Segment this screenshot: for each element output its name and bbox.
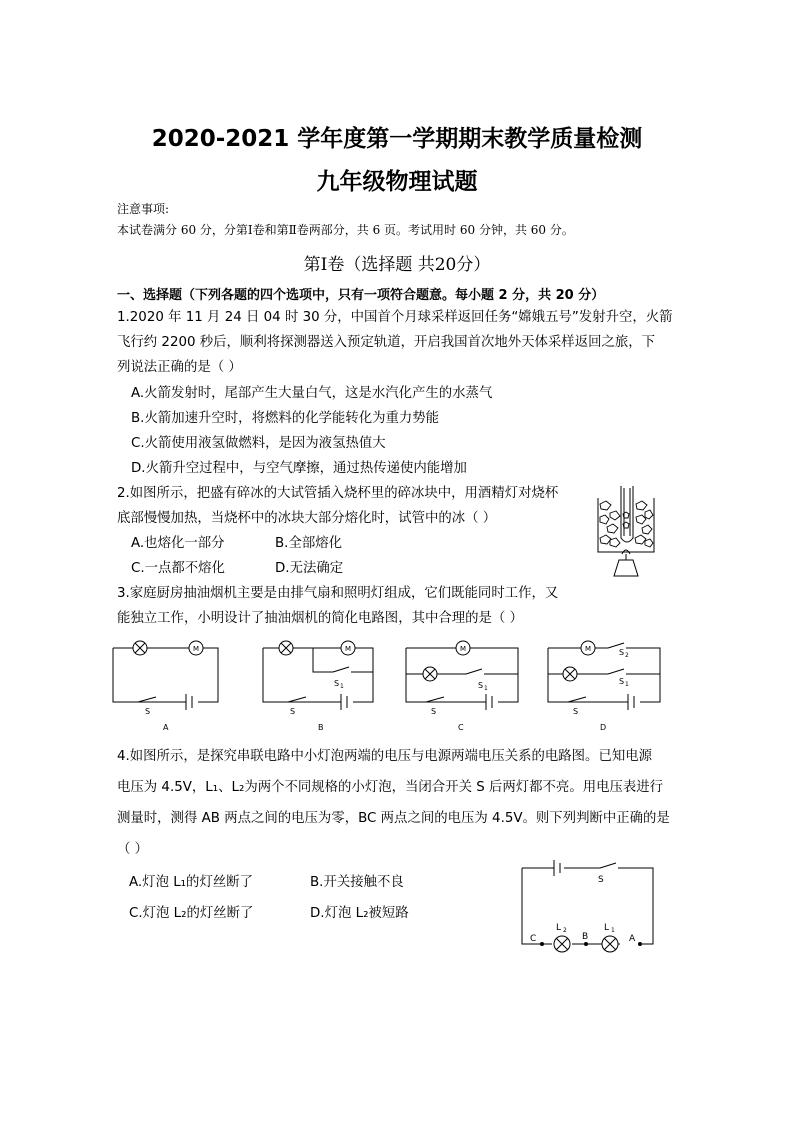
- q1-option-d: D.火箭升空过程中，与空气摩擦，通过热传递使内能增加: [131, 461, 467, 476]
- q1-line-2: 飞行约 2200 秒后，顺利将探测器送入预定轨道，开启我国首次地外天体采样返回之旅，下: [117, 335, 656, 350]
- battery-b: [341, 694, 347, 710]
- motor-label-c: M: [460, 645, 467, 653]
- battery-d: [628, 694, 634, 710]
- q4-option-d: D.灯泡 L₂被短路: [310, 906, 409, 921]
- exam-title: 2020-2021 学年度第一学期期末教学质量检测: [151, 126, 643, 152]
- s1-label-c: S: [478, 681, 484, 690]
- switch-label-b: S: [290, 707, 296, 716]
- s1-sub-b: 1: [340, 683, 344, 690]
- crushed-ice: [600, 501, 653, 547]
- q2-line-1: 2.如图所示，把盛有碎冰的大试管插入烧杯里的碎冰块中，用酒精灯对烧杯: [117, 486, 559, 501]
- battery-c: [486, 694, 492, 710]
- q2-option-a: A.也熔化一部分: [131, 536, 225, 551]
- q4-option-b: B.开关接触不良: [310, 875, 404, 890]
- switch-label-c: S: [431, 707, 437, 716]
- l2-sub: 2: [563, 927, 567, 934]
- node-b-label: B: [582, 932, 589, 942]
- switch-label-d: S: [573, 707, 579, 716]
- switch-label-a: S: [145, 707, 151, 716]
- circuit-a: [113, 641, 218, 710]
- switch-a: [138, 697, 156, 702]
- switch-c: [426, 697, 444, 702]
- motor-label-d: M: [585, 645, 592, 653]
- notice-heading: 注意事项:: [117, 202, 170, 216]
- thermometer: [624, 488, 630, 536]
- switch-s1-b: [333, 667, 349, 672]
- q1-option-c: C.火箭使用液氢做燃料，是因为液氢热值大: [131, 436, 386, 451]
- circuit-b: [263, 641, 373, 710]
- alcohol-lamp: [614, 560, 638, 576]
- s1-label-b: S: [334, 679, 340, 688]
- q4-option-c: C.灯泡 L₂的灯丝断了: [129, 906, 254, 921]
- beaker-figure: [592, 484, 662, 584]
- circuit-label-c: C: [458, 723, 464, 732]
- q4-option-a: A.灯泡 L₁的灯丝断了: [129, 875, 253, 890]
- q4-line-3: 测量时，测得 AB 两点之间的电压为零，BC 两点之间的电压为 4.5V。则下列判断中正确的是: [117, 811, 670, 826]
- circuit-label-a: A: [163, 723, 169, 732]
- q3-line-2: 能独立工作，小明设计了抽油烟机的简化电路图，其中合理的是（ ）: [117, 611, 523, 626]
- lamp-l1: [602, 936, 618, 952]
- q1-option-a: A.火箭发射时，尾部产生大量白气，这是水汽化产生的水蒸气: [131, 386, 493, 401]
- q2-option-d: D.无法确定: [275, 561, 344, 576]
- q4-line-2: 电压为 4.5V，L₁、L₂为两个不同规格的小灯泡，当闭合开关 S 后两灯都不亮。用电压表进行: [117, 780, 664, 795]
- q4-circuit-diagram: [512, 850, 662, 955]
- s2-label-d: S: [619, 648, 625, 657]
- exam-subtitle: 九年级物理试题: [316, 169, 478, 195]
- switch-s1-c: [466, 669, 482, 674]
- notice-body: 本试卷满分 60 分，分第Ⅰ卷和第Ⅱ卷两部分，共 6 页。考试用时 60 分钟，共 60 分。: [117, 223, 574, 237]
- section-title: 一、选择题（下列各题的四个选项中，只有一项符合题意。每小题 2 分，共 20 分）: [117, 288, 605, 303]
- switch-b: [288, 697, 306, 702]
- q4-line-1: 4.如图所示，是探究串联电路中小灯泡两端的电压与电源两端电压关系的电路图。已知电源: [117, 749, 653, 764]
- volume-title: 第Ⅰ卷（选择题 共20分）: [303, 255, 491, 275]
- node-c: [540, 942, 544, 946]
- l1-label: L: [604, 923, 610, 933]
- q1-option-b: B.火箭加速升空时，将燃料的化学能转化为重力势能: [131, 411, 440, 426]
- q4-line-4: （ ）: [117, 842, 149, 857]
- q2-line-2: 底部慢慢加热，当烧杯中的冰块大部分熔化时，试管中的冰（ ）: [117, 511, 497, 526]
- q3-line-1: 3.家庭厨房抽油烟机主要是由排气扇和照明灯组成，它们既能同时工作，又: [117, 586, 559, 601]
- node-a: [638, 942, 642, 946]
- switch-s1-d: [608, 669, 624, 674]
- l1-sub: 1: [611, 927, 615, 934]
- node-a-label: A: [629, 934, 636, 944]
- q2-option-b: B.全部熔化: [275, 536, 343, 551]
- q1-line-3: 列说法正确的是（ ）: [117, 360, 242, 375]
- switch-s: [600, 863, 616, 868]
- l2-label: L: [556, 923, 562, 933]
- s1-sub-c: 1: [484, 685, 488, 692]
- q2-option-c: C.一点都不熔化: [131, 561, 225, 576]
- switch-d: [568, 697, 586, 702]
- circuit-label-d: D: [600, 723, 607, 732]
- node-c-label: C: [530, 934, 537, 944]
- switch-label: S: [598, 875, 604, 885]
- lamp-l2: [554, 936, 570, 952]
- s2-sub-d: 2: [625, 652, 629, 659]
- q3-circuit-diagrams: [108, 630, 678, 740]
- s1-label-d: S: [619, 677, 625, 686]
- node-b: [584, 942, 588, 946]
- battery-a: [186, 694, 192, 710]
- s1-sub-d: 1: [625, 681, 629, 688]
- battery: [554, 860, 560, 876]
- circuit-label-b: B: [318, 723, 324, 732]
- q1-line-1: 1.2020 年 11 月 24 日 04 时 30 分，中国首个月球采样返回任务“嫦娥五号”发射升空，火箭: [117, 310, 673, 325]
- motor-label-a: M: [193, 645, 200, 653]
- circuit-d: [548, 641, 660, 710]
- motor-label-b: M: [345, 645, 352, 653]
